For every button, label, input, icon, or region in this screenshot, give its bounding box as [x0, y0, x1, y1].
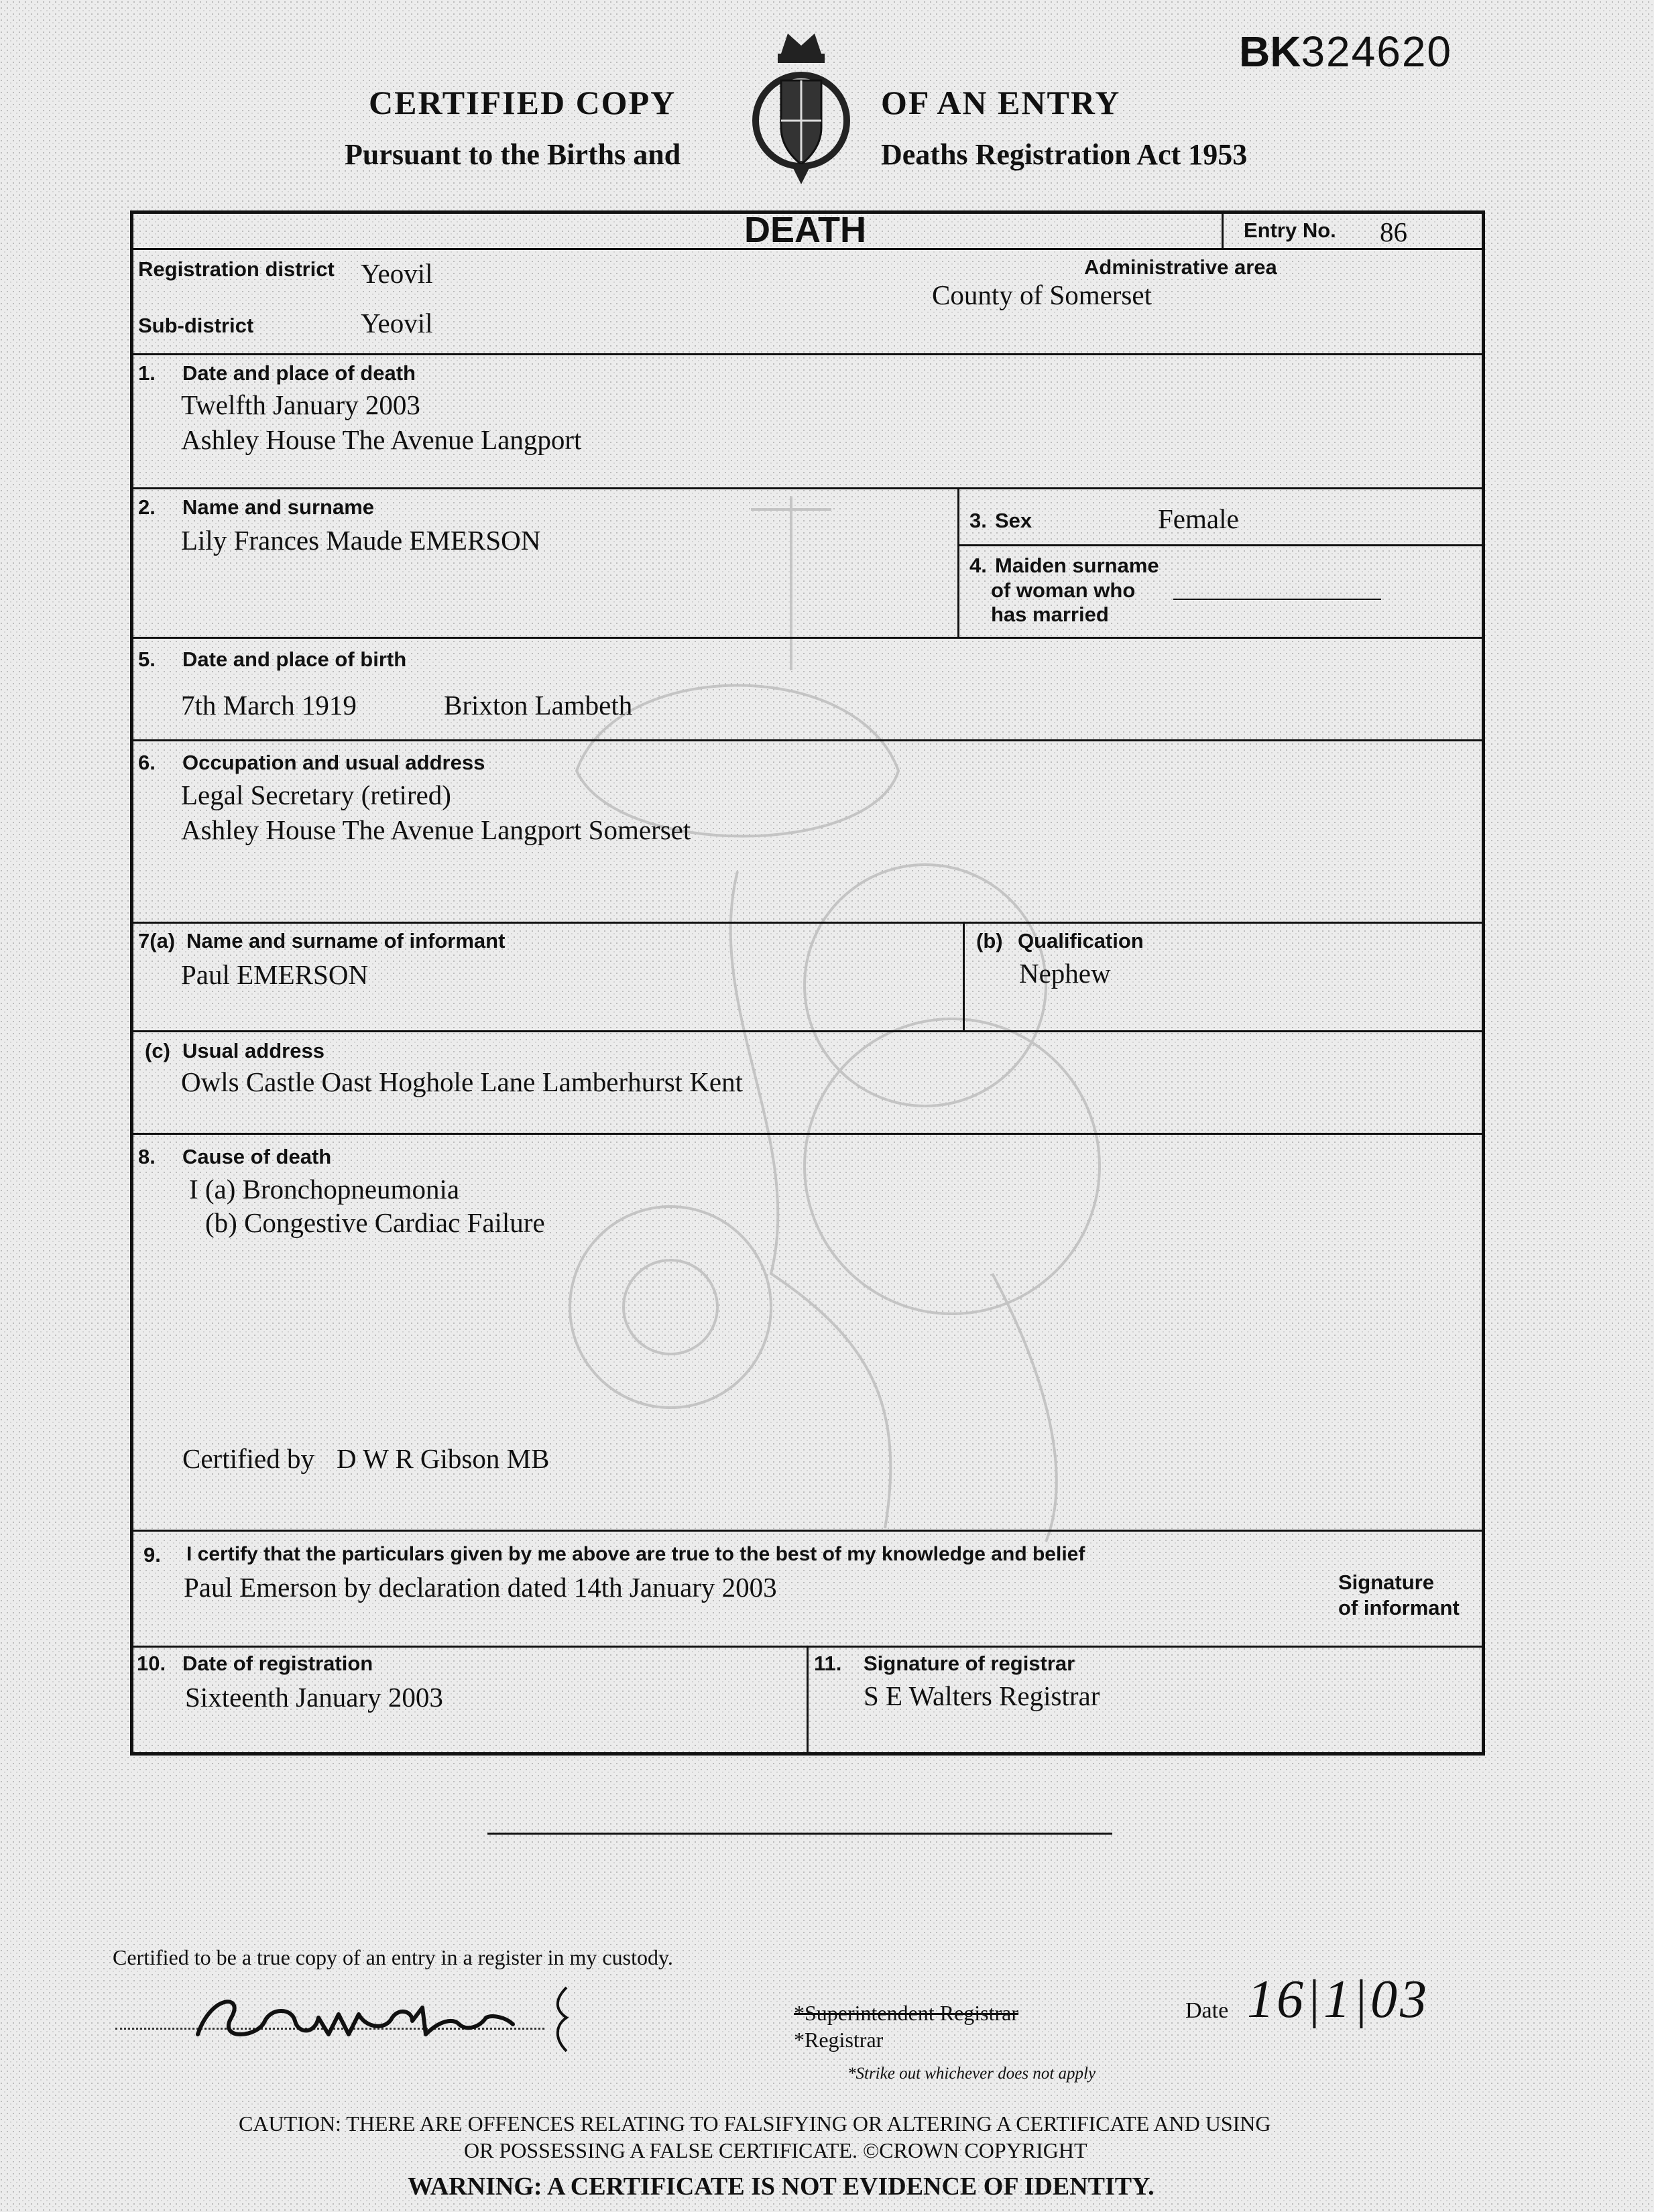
form-title: DEATH: [744, 210, 866, 250]
field-7a-label: Name and surname of informant: [186, 929, 506, 953]
caution-line-2: OR POSSESSING A FALSE CERTIFICATE. ©CROWN COPYRIGHT: [464, 2138, 1087, 2162]
field-7b-label: Qualification: [1018, 929, 1144, 953]
certified-by-label: Certified by: [182, 1443, 314, 1474]
header-subtitle-right: Deaths Registration Act 1953: [881, 138, 1248, 171]
rule-6: [130, 739, 1485, 741]
registrar-handwritten-signature: [191, 1981, 593, 2054]
rule-9: [130, 1530, 1485, 1532]
field-6-number: 6.: [138, 751, 156, 774]
sub-district-label: Sub-district: [138, 314, 254, 337]
place-of-death: Ashley House The Avenue Langport: [181, 424, 582, 455]
rule-7a-7b: [963, 922, 965, 1032]
rule-8: [130, 1133, 1485, 1135]
informant-name: Paul EMERSON: [181, 959, 369, 990]
field-10-number: 10.: [137, 1652, 166, 1675]
header-subtitle-left: Pursuant to the Births and: [345, 138, 681, 171]
field-9-number: 9.: [143, 1543, 161, 1566]
header-title-left: CERTIFIED COPY: [369, 84, 676, 121]
field-2-number: 2.: [138, 495, 156, 519]
entry-no-label: Entry No.: [1244, 219, 1336, 242]
occupation: Legal Secretary (retired): [181, 780, 451, 810]
rule-5: [130, 637, 1485, 639]
field-4-label-3: has married: [991, 603, 1109, 626]
rule-1: [130, 353, 1485, 355]
date-of-death: Twelfth January 2003: [181, 389, 420, 420]
serial-prefix: BK: [1239, 27, 1301, 76]
field-3-label: Sex: [995, 509, 1032, 532]
separator-line: [487, 1833, 1112, 1835]
field-4-label-1: Maiden surname: [995, 554, 1159, 577]
royal-crest-icon: [751, 27, 851, 188]
registrar-label: *Registrar: [794, 2028, 884, 2052]
rule-entry-no: [1222, 210, 1224, 249]
certified-by-value: D W R Gibson MB: [337, 1443, 550, 1474]
field-5-label: Date and place of birth: [182, 648, 407, 671]
informant-address: Owls Castle Oast Hoghole Lane Lamberhurst Kent: [181, 1066, 744, 1097]
date-label: Date: [1185, 1998, 1229, 2023]
certified-true-copy-text: Certified to be a true copy of an entry in a register in my custody.: [113, 1945, 673, 1969]
registration-district-label: Registration district: [138, 257, 335, 281]
date-of-registration: Sixteenth January 2003: [185, 1682, 443, 1713]
field-4-number: 4.: [969, 554, 987, 577]
administrative-area-value: County of Somerset: [932, 280, 1152, 310]
usual-address: Ashley House The Avenue Langport Somerset: [181, 814, 691, 845]
rule-7: [130, 922, 1485, 924]
superintendent-registrar-struck: *Superintendent Registrar: [794, 2001, 1019, 2025]
header-title-right: OF AN ENTRY: [881, 84, 1121, 121]
rule-2: [130, 487, 1485, 489]
field-7a-number: 7(a): [138, 929, 176, 953]
rule-3-4: [957, 544, 1485, 546]
date-handwritten: 16|1|03: [1247, 1970, 1429, 2029]
field-8-number: 8.: [138, 1145, 156, 1168]
field-2-label: Name and surname: [182, 495, 374, 519]
field-6-label: Occupation and usual address: [182, 751, 485, 774]
field-9-label: I certify that the particulars given by me above are true to the best of my knowledge and belief: [186, 1543, 1085, 1565]
declaration: Paul Emerson by declaration dated 14th January 2003: [184, 1572, 777, 1603]
rule-7c: [130, 1030, 1485, 1032]
administrative-area-label: Administrative area: [1084, 255, 1277, 279]
field-3-number: 3.: [969, 509, 987, 532]
field-10-label: Date of registration: [182, 1652, 373, 1675]
informant-qualification: Nephew: [1019, 958, 1111, 989]
cause-of-death-a: I (a) Bronchopneumonia: [189, 1174, 460, 1205]
field-11-label: Signature of registrar: [864, 1652, 1075, 1675]
serial-digits: 324620: [1301, 27, 1452, 76]
signature-informant-label-2: of informant: [1338, 1596, 1460, 1619]
signature-informant-label-1: Signature: [1338, 1571, 1434, 1594]
field-7c-number: (c): [145, 1039, 170, 1062]
field-11-number: 11.: [814, 1652, 842, 1675]
serial-number: [1239, 27, 1452, 76]
deceased-name: Lily Frances Maude EMERSON: [181, 525, 541, 556]
caution-line-1: CAUTION: THERE ARE OFFENCES RELATING TO FALSIFYING OR ALTERING A CERTIFICATE AND USING: [239, 2111, 1271, 2136]
place-of-birth: Brixton Lambeth: [444, 690, 633, 721]
field-7b-number: (b): [976, 929, 1003, 953]
maiden-surname-blank-line: [1173, 599, 1381, 600]
field-1-number: 1.: [138, 361, 156, 385]
warning-line: WARNING: A CERTIFICATE IS NOT EVIDENCE OF IDENTITY.: [408, 2172, 1155, 2201]
field-1-label: Date and place of death: [182, 361, 416, 385]
field-8-label: Cause of death: [182, 1145, 332, 1168]
field-4-label-2: of woman who: [991, 578, 1136, 602]
rule-2-3: [957, 487, 959, 638]
strike-out-note: *Strike out whichever does not apply: [847, 2065, 1096, 2083]
sub-district-value: Yeovil: [361, 308, 433, 339]
field-5-number: 5.: [138, 648, 156, 671]
date-of-birth: 7th March 1919: [181, 690, 357, 721]
entry-no-value: 86: [1380, 217, 1407, 247]
sex-value: Female: [1158, 503, 1239, 534]
cause-of-death-b: (b) Congestive Cardiac Failure: [205, 1207, 545, 1238]
field-7c-label: Usual address: [182, 1039, 324, 1062]
registrar-signature: S E Walters Registrar: [864, 1680, 1100, 1711]
registration-district-value: Yeovil: [361, 258, 433, 289]
rule-10-11: [807, 1646, 809, 1756]
